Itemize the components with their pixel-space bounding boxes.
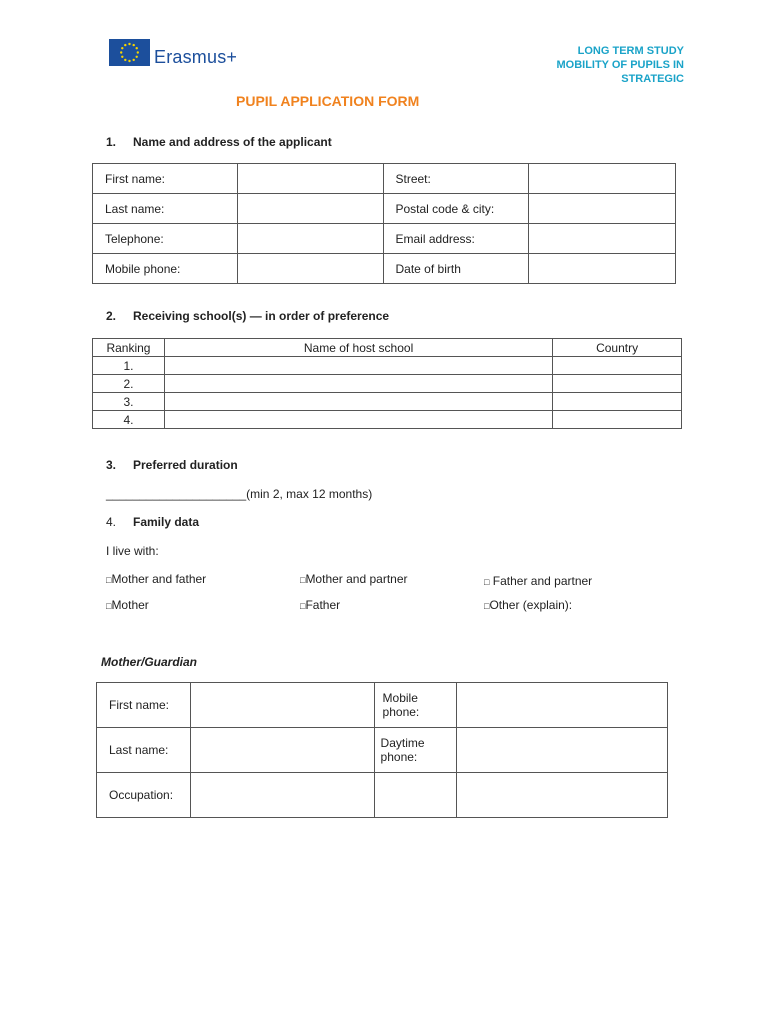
checkbox-icon[interactable]: □ xyxy=(484,601,490,611)
program-title-line: LONG TERM STUDY xyxy=(577,45,684,57)
table-row xyxy=(93,393,682,411)
option-label: Father xyxy=(305,598,341,612)
field-label xyxy=(374,728,457,773)
table-row xyxy=(97,773,668,818)
field-label: Postal code & city: xyxy=(383,194,529,224)
section-number: 1. xyxy=(106,135,117,149)
host-school-field[interactable] xyxy=(164,357,552,375)
street-field[interactable] xyxy=(529,164,676,194)
erasmus-logo-text: Erasmus+ xyxy=(154,47,238,67)
field-label: Last name: xyxy=(97,728,191,773)
field-label xyxy=(374,683,457,728)
section-2-heading xyxy=(106,309,389,323)
table-row xyxy=(93,411,682,429)
option-mother-and-father[interactable] xyxy=(106,572,206,586)
column-header: Country xyxy=(553,339,682,357)
guardian-heading: Mother/Guardian xyxy=(101,655,198,669)
column-header: Ranking xyxy=(93,339,165,357)
host-school-field[interactable] xyxy=(164,375,552,393)
family-intro: I live with: xyxy=(106,544,159,558)
field-label: Email address: xyxy=(383,224,529,254)
section-title: Preferred duration xyxy=(133,458,238,472)
option-mother[interactable] xyxy=(106,598,149,612)
field-label: Mobile phone: xyxy=(93,254,238,284)
section-title: Family data xyxy=(133,515,200,529)
option-father-and-partner[interactable] xyxy=(484,574,592,588)
label-line: Mobile xyxy=(382,691,418,705)
table-header-row xyxy=(93,339,682,357)
table-row xyxy=(93,164,676,194)
checkbox-icon[interactable]: □ xyxy=(300,575,306,585)
checkbox-icon[interactable]: □ xyxy=(300,601,306,611)
table-row xyxy=(97,728,668,773)
section-title: Receiving school(s) — in order of preference xyxy=(133,309,390,323)
form-title: PUPIL APPLICATION FORM xyxy=(236,93,420,109)
first-name-field[interactable] xyxy=(237,164,383,194)
field-label: Street: xyxy=(383,164,529,194)
guardian-daytime-phone-field[interactable] xyxy=(457,728,668,773)
guardian-mobile-phone-field[interactable] xyxy=(457,683,668,728)
option-label: Mother and father xyxy=(111,572,207,586)
label-line: Daytime xyxy=(380,736,425,750)
applicant-table xyxy=(92,163,676,284)
section-number: 2. xyxy=(106,309,117,323)
ranking-cell: 3. xyxy=(93,393,165,411)
label-line: phone: xyxy=(380,750,418,764)
section-1-heading xyxy=(106,135,332,149)
program-title xyxy=(464,44,684,85)
duration-field[interactable]: _____________________(min 2, max 12 months) xyxy=(106,487,373,501)
option-label: Mother xyxy=(111,598,149,612)
table-row xyxy=(93,254,676,284)
table-row xyxy=(93,357,682,375)
option-father[interactable] xyxy=(300,598,340,612)
section-title: Name and address of the applicant xyxy=(133,135,332,149)
host-school-field[interactable] xyxy=(164,411,552,429)
option-mother-and-partner[interactable] xyxy=(300,572,408,586)
guardian-occupation-field[interactable] xyxy=(190,773,374,818)
email-field[interactable] xyxy=(529,224,676,254)
field-label: First name: xyxy=(97,683,191,728)
table-row xyxy=(93,194,676,224)
ranking-cell: 2. xyxy=(93,375,165,393)
program-title-line: STRATEGIC xyxy=(621,73,684,85)
last-name-field[interactable] xyxy=(237,194,383,224)
section-4-heading xyxy=(106,515,199,529)
option-label: Mother and partner xyxy=(305,572,408,586)
field-label: Occupation: xyxy=(97,773,191,818)
option-label: Other (explain): xyxy=(489,598,573,612)
field-label: First name: xyxy=(93,164,238,194)
section-number: 4. xyxy=(106,515,117,529)
guardian-table xyxy=(96,682,668,818)
field-label: Last name: xyxy=(93,194,238,224)
country-field[interactable] xyxy=(553,411,682,429)
column-header: Name of host school xyxy=(164,339,552,357)
table-row xyxy=(93,224,676,254)
field-label: Telephone: xyxy=(93,224,238,254)
date-of-birth-field[interactable] xyxy=(529,254,676,284)
program-title-line: MOBILITY OF PUPILS IN xyxy=(556,59,684,71)
guardian-first-name-field[interactable] xyxy=(190,683,374,728)
label-line: phone: xyxy=(382,705,420,719)
ranking-cell: 4. xyxy=(93,411,165,429)
section-3-heading xyxy=(106,458,238,472)
section-number: 3. xyxy=(106,458,117,472)
checkbox-icon[interactable]: □ xyxy=(484,577,490,587)
checkbox-icon[interactable]: □ xyxy=(106,601,112,611)
option-other[interactable] xyxy=(484,598,572,612)
table-row xyxy=(93,375,682,393)
ranking-cell: 1. xyxy=(93,357,165,375)
empty-cell xyxy=(374,773,457,818)
guardian-last-name-field[interactable] xyxy=(190,728,374,773)
option-label: Father and partner xyxy=(492,574,593,588)
mobile-phone-field[interactable] xyxy=(237,254,383,284)
checkbox-icon[interactable]: □ xyxy=(106,575,112,585)
host-school-field[interactable] xyxy=(164,393,552,411)
eu-flag-icon xyxy=(109,39,150,66)
telephone-field[interactable] xyxy=(237,224,383,254)
table-row xyxy=(97,683,668,728)
country-field[interactable] xyxy=(553,393,682,411)
postal-code-city-field[interactable] xyxy=(529,194,676,224)
empty-cell xyxy=(457,773,668,818)
field-label: Date of birth xyxy=(383,254,529,284)
schools-table xyxy=(92,338,682,429)
country-field[interactable] xyxy=(553,357,682,375)
country-field[interactable] xyxy=(553,375,682,393)
